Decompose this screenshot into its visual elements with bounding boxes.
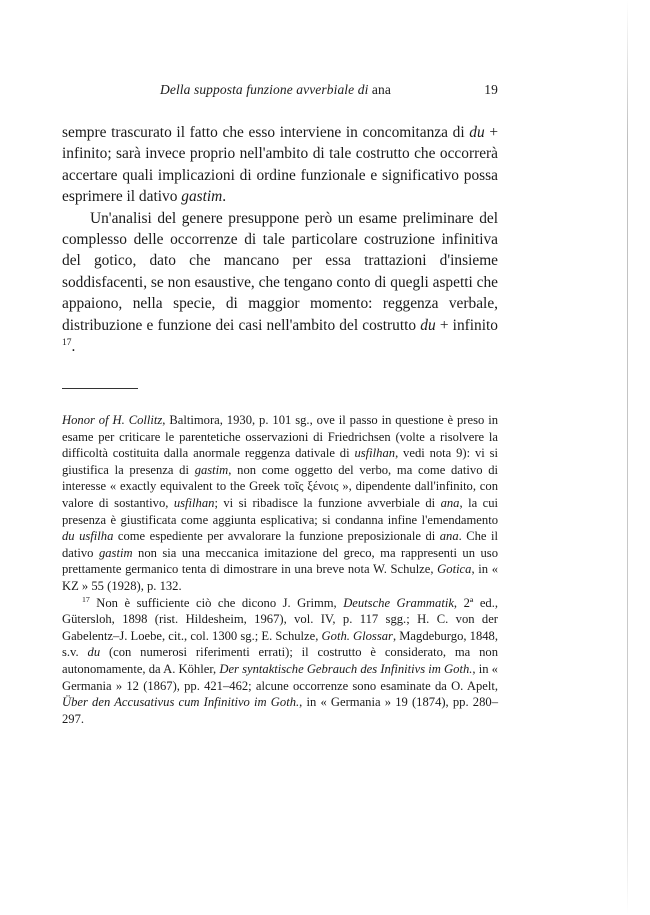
text-run: , in « KZ » 55 (1928), p. 132. xyxy=(62,562,498,593)
text-run-italic: Über den Accusativus cum Infinitivo im Goth. xyxy=(62,695,300,710)
text-run-italic: Gotica xyxy=(437,562,472,577)
footnote-ref-17: 17 xyxy=(62,336,72,348)
text-run-italic: Goth. Glossar xyxy=(321,628,393,643)
text-run-italic: du usfilha xyxy=(62,529,114,544)
text-run: come espediente per avvalorare la funzione preposizionale di xyxy=(113,529,440,544)
text-run: , la cui presenza è giustificata come aggiunta esplicativa; si condanna infine l'emendamento xyxy=(62,495,498,527)
text-run-italic: Honor of H. Collitz xyxy=(62,413,163,427)
text-run: , non come oggetto del verbo, ma come dativo di interesse « exactly equivalent to the Greek τοῖς ξένοις », dipendente dall'infinito, con valore di sostantivo, xyxy=(62,462,499,510)
text-run: sempre trascurato il fatto che esso interviene in concomitanza di xyxy=(62,124,470,141)
text-run: , vedi nota 9): vi si giustifica la presenza di xyxy=(62,446,498,477)
text-run-italic: gastim xyxy=(98,545,133,560)
text-run-italic: gastim xyxy=(194,462,229,477)
text-run-italic: ana xyxy=(439,529,459,544)
text-run-italic: Deutsche Grammatik xyxy=(343,595,454,610)
text-run: ; vi si ribadisce la funzione avverbiale di xyxy=(214,495,441,510)
scan-edge xyxy=(627,0,628,915)
text-run: , in « Germania » 12 (1867), pp. 421–462; alcune occorrenze sono esaminate da O. Apelt, xyxy=(62,661,498,693)
paragraph-1 xyxy=(62,122,498,208)
page-number: 19 xyxy=(484,82,498,97)
text-run: (con numerosi riferimenti errati); il costrutto è considerato, ma non autonomamente, da A. Köhler, xyxy=(62,645,498,676)
text-run: . xyxy=(71,338,76,356)
text-run-italic: du xyxy=(469,124,485,141)
footnote-16-continued xyxy=(62,412,498,595)
footnote-number: 17 xyxy=(82,594,90,604)
text-run: . xyxy=(222,188,227,206)
running-title-text: Della supposta funzione avverbiale di xyxy=(160,82,372,97)
text-run-italic: usfilhan xyxy=(354,446,396,461)
text-run: + infinito xyxy=(435,316,498,334)
text-run-italic: ana xyxy=(440,495,460,510)
text-run: , 2ª ed., Gütersloh, 1898 (rist. Hildesheim, 1967), vol. IV, p. 117 sgg.; H. C. von der Gabelentz–J. Loebe, cit., col. 1300 sg.; E. Schulze, xyxy=(62,595,499,643)
paragraph-2 xyxy=(62,208,498,358)
text-run: Non è sufficiente ciò che dicono J. Grimm, xyxy=(89,595,344,610)
text-run-italic: Der syntaktische Gebrauch des Infinitivs im Goth. xyxy=(219,661,473,676)
text-run: , Magdeburgo, 1848, s.v. xyxy=(62,628,499,660)
text-run: + infinito; sarà invece proprio nell'ambito di tale costrutto che occorrerà accertare quali implicazioni di ordine funzionale e significativo possa esprimere il dativo xyxy=(62,124,498,206)
text-run-italic: du xyxy=(420,316,436,334)
text-run: . Che il dativo xyxy=(62,529,499,560)
footnote-17 xyxy=(62,595,498,728)
running-title-word: ana xyxy=(371,82,391,97)
text-run: , Baltimora, 1930, p. 101 sg., ove il passo in questione è preso in esame per criticare le parentetiche osservazioni di Friedrichsen (volte a risolvere la difficoltà costituita dalla anormale reggenza dativale di xyxy=(62,413,498,461)
text-run-italic: usfilhan xyxy=(173,495,215,510)
footnotes xyxy=(62,412,498,727)
footnote-rule xyxy=(62,388,138,389)
text-run: Un'analisi del genere presuppone però un esame preliminare del complesso delle occorrenze di tale particolare costruzione infinitiva del gotico, dato che mancano per essa trattazioni d'insieme soddisfacenti, se non esaustive, che tengano conto di quegli aspetti che appaiono, nella specie, di maggior momento: reggenza verbale, distribuzione e funzione dei casi nell'ambito del costrutto xyxy=(62,209,498,334)
text-run-italic: gastim xyxy=(181,188,223,206)
main-text xyxy=(62,122,498,357)
running-title xyxy=(160,82,391,98)
text-run: , in « Germania » 19 (1874), pp. 280–297. xyxy=(62,695,498,726)
text-run-italic: du xyxy=(87,645,101,660)
text-run: non sia una meccanica imitazione del greco, ma rappresenti un uso prettamente germanico tenta di dimostrare in una breve nota W. Schulze, xyxy=(62,545,498,577)
